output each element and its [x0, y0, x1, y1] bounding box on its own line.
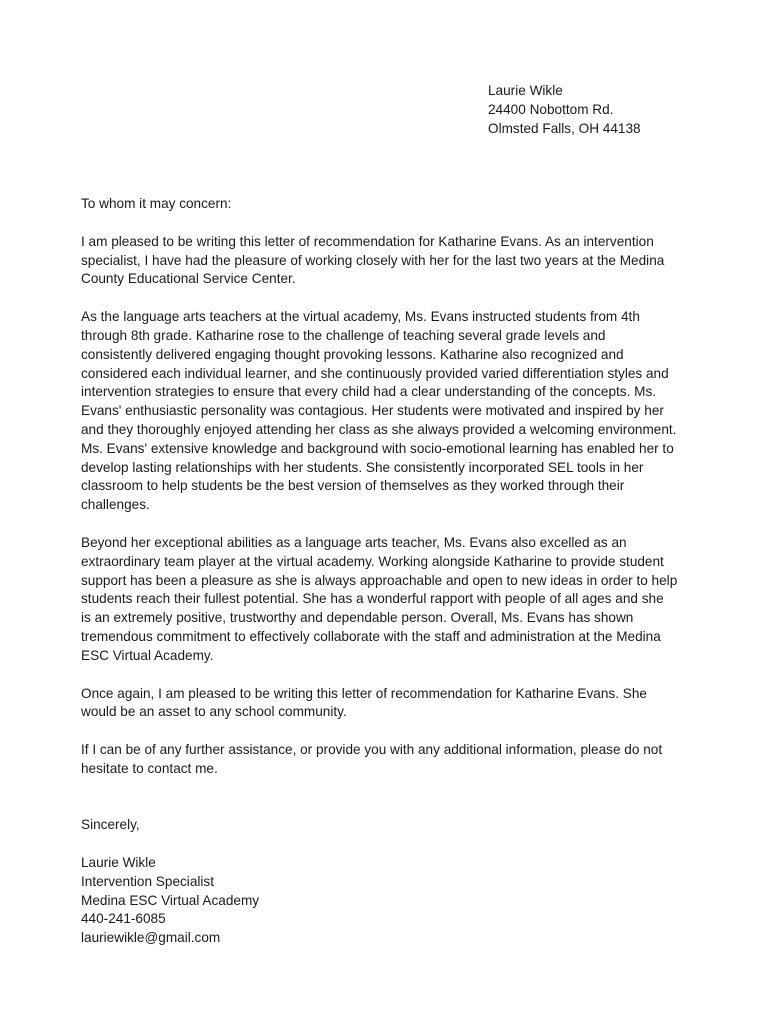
paragraph-summary: Once again, I am pleased to be writing this letter of recommendation for Katharine Evans. She would be an asset to any school community.: [81, 685, 647, 720]
signature-name: Laurie Wikle: [81, 855, 156, 870]
sender-address-block: [488, 82, 748, 138]
paragraph-introduction: I am pleased to be writing this letter of recommendation for Katharine Evans. As an intervention specialist, I have had the pleasure of working closely with her for the last two years at the Medina County Educational Service Center.: [81, 233, 665, 287]
letter-body: [81, 195, 691, 779]
sender-name: Laurie Wikle: [488, 83, 563, 98]
signature-title: Intervention Specialist: [81, 873, 214, 889]
sender-street: 24400 Nobottom Rd.: [488, 101, 614, 117]
signature-block: [81, 854, 481, 948]
paragraph-teamwork: Beyond her exceptional abilities as a language arts teacher, Ms. Evans also excelled as an extraordinary team player at the virtual academy. Working alongside Katharine to provide student support has been a pleasure as she is always approachable and open to new ideas in order to help students reach their fullest potential. She has a wonderful rapport with people of all ages and she is an extremely positive, trustworthy and dependable person. Overall, Ms. Evans has shown tremendous commitment to effectively collaborate with the staff and administration at the Medina ESC Virtual Academy.: [81, 534, 678, 663]
paragraph-teaching: As the language arts teachers at the virtual academy, Ms. Evans instructed students from 4th through 8th grade. Katharine rose to the challenge of teaching several grade levels and consistently delivered engaging thought provoking lessons. Katharine also recognized and considered each individual learner, and she continuously provided varied differentiation styles and intervention strategies to ensure that every child had a clear understanding of the concepts. Ms. Evans' enthusiastic personality was contagious. Her students were motivated and inspired by her and they thoroughly enjoyed attending her class as she always provided a welcoming environment. Ms. Evans' extensive knowledge and background with socio-emotional learning has enabled her to develop lasting relationships with her students. She consistently incorporated SEL tools in her classroom to help students be the best version of themselves as they worked through their challenges.: [81, 309, 677, 513]
sender-city: Olmsted Falls, OH 44138: [488, 120, 641, 136]
letter-closing: Sincerely,: [81, 817, 140, 832]
signature-phone: 440-241-6085: [81, 911, 166, 927]
signature-organization: Medina ESC Virtual Academy: [81, 892, 260, 908]
paragraph-contact: If I can be of any further assistance, or provide you with any additional information, please do not hesitate to contact me.: [81, 742, 663, 776]
letter-greeting: To whom it may concern:: [81, 196, 232, 211]
signature-email: lauriewikle@gmail.com: [81, 930, 221, 946]
